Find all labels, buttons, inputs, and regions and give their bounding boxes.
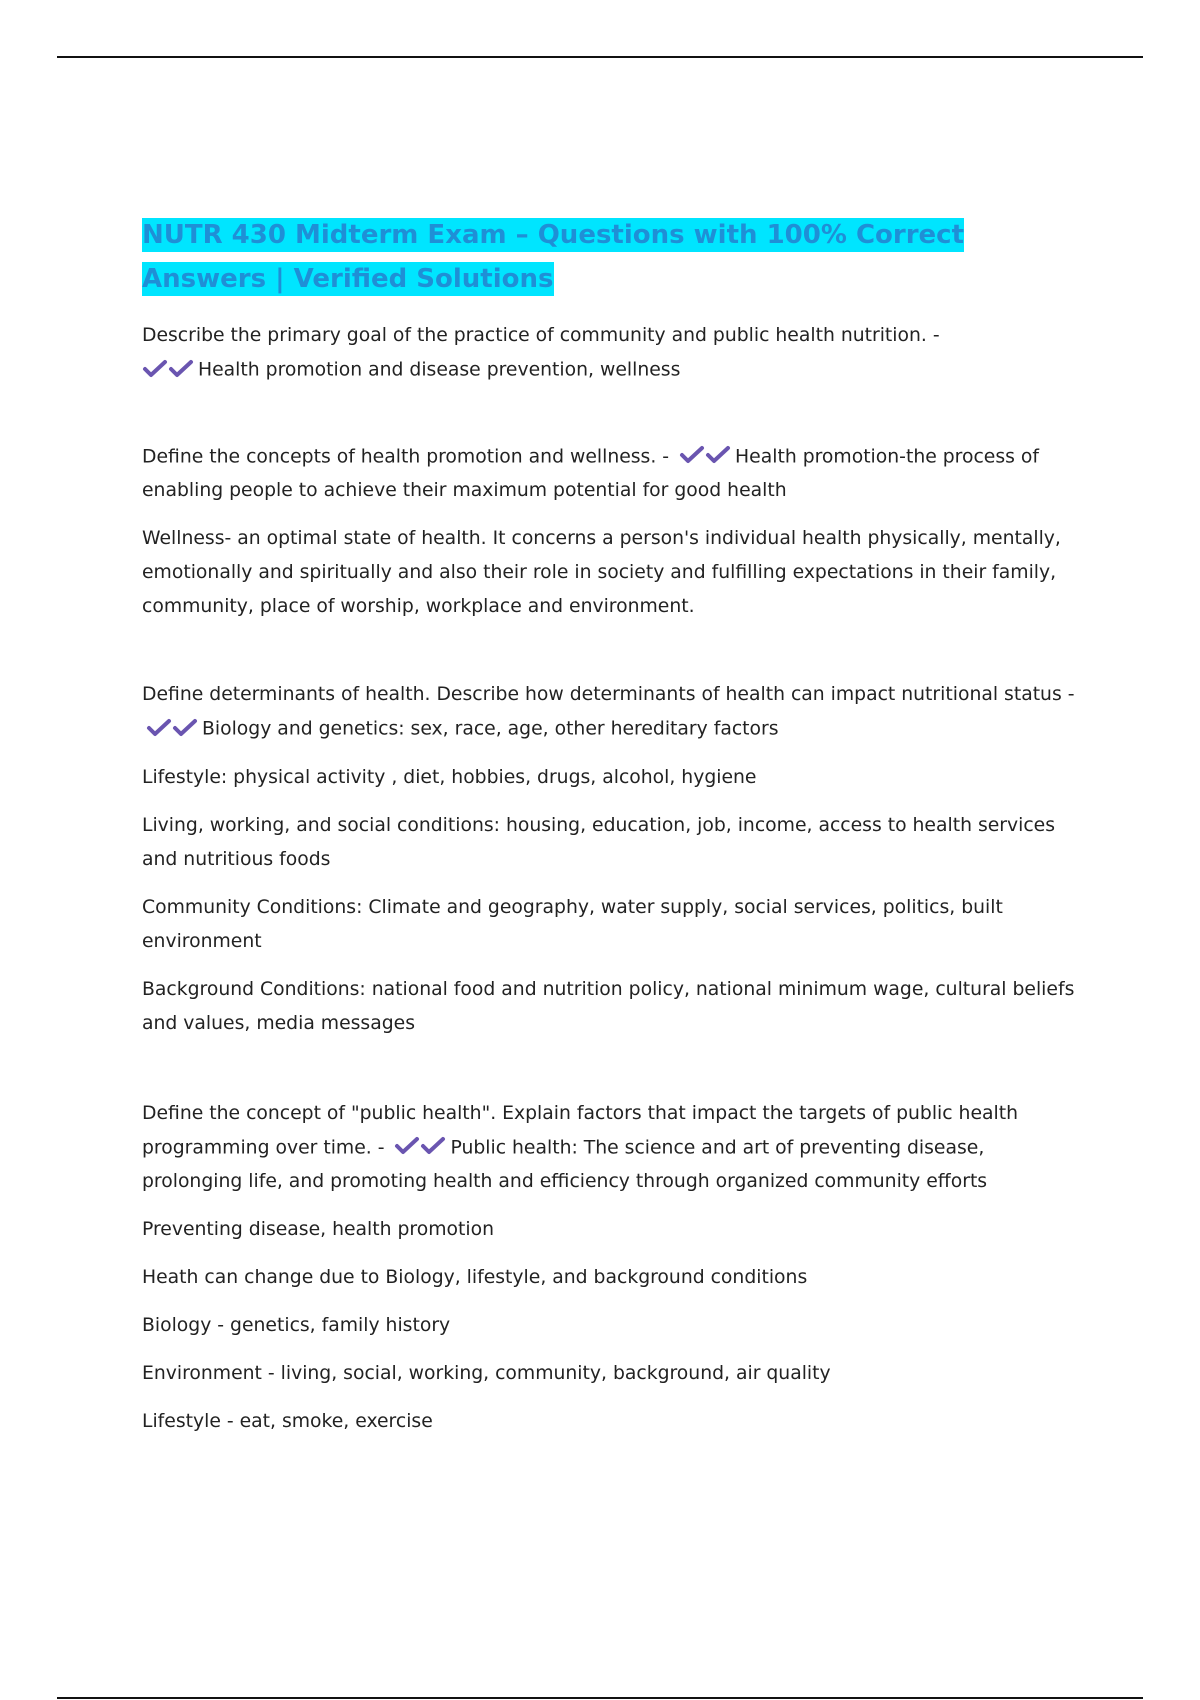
double-check-icons xyxy=(679,440,731,474)
check-icon xyxy=(679,444,705,464)
document-title-text: NUTR 430 Midterm Exam – Questions with 100% Correct Answers | Verified Solutions xyxy=(142,220,965,294)
answer-text: Public health: The science and art of preventing disease, prolonging life, and promoting health and efficiency through organized community efforts xyxy=(142,1137,988,1192)
check-icon xyxy=(142,358,168,378)
answer-continuation: Biology - genetics, family history xyxy=(142,1315,451,1336)
answer-continuation: Heath can change due to Biology, lifestyle, and background conditions xyxy=(142,1267,808,1288)
question-text: Define the concepts of health promotion and wellness. - xyxy=(142,446,670,467)
answer-continuation: Wellness- an optimal state of health. It concerns a person's individual health physically, mentally, emotionally and spiritually and also their role in society and fulfilling expectations in their family, community, place of worship, workplace and environment. xyxy=(142,528,1061,617)
check-icon xyxy=(420,1135,446,1155)
check-icon xyxy=(705,444,731,464)
answer-text: Health promotion-the process of enabling people to achieve their maximum potential for good health xyxy=(142,446,1039,501)
answer-continuation: Preventing disease, health promotion xyxy=(142,1219,494,1240)
qa-paragraph xyxy=(142,440,1082,509)
qa-item-4 xyxy=(142,1097,1082,1440)
answer-continuation: Lifestyle: physical activity , diet, hobbies, drugs, alcohol, hygiene xyxy=(142,766,757,788)
answer-continuation: Community Conditions: Climate and geography, water supply, social services, politics, built environment xyxy=(142,896,1003,952)
question-text: Describe the primary goal of the practice of community and public health nutrition. - xyxy=(142,325,940,346)
answer-text: Health promotion and disease prevention, wellness xyxy=(198,359,681,381)
check-icon xyxy=(172,717,198,737)
check-icon xyxy=(168,358,194,378)
qa-paragraph xyxy=(142,319,1082,388)
answer-text: Biology and genetics: sex, race, age, other hereditary factors xyxy=(202,718,779,740)
question-text: Define the concept of "public health". Explain factors that impact the targets of public health programming over time. - xyxy=(142,1102,1019,1158)
document-body xyxy=(142,213,1082,1453)
qa-item-2 xyxy=(142,440,1082,625)
answer-continuation: Background Conditions: national food and nutrition policy, national minimum wage, cultural beliefs and values, media messages xyxy=(142,978,1075,1034)
double-check-icons xyxy=(394,1131,446,1165)
bottom-rule xyxy=(57,1697,1143,1699)
check-icon xyxy=(146,717,172,737)
check-icon xyxy=(394,1135,420,1155)
answer-continuation: Environment - living, social, working, community, background, air quality xyxy=(142,1363,831,1384)
qa-item-1 xyxy=(142,319,1082,388)
top-rule xyxy=(57,56,1143,58)
document-title xyxy=(142,213,1022,301)
double-check-icons xyxy=(142,353,194,387)
answer-continuation: Living, working, and social conditions: housing, education, job, income, access to health services and nutritious foods xyxy=(142,814,1056,870)
question-text: Define determinants of health. Describe how determinants of health can impact nutritional status - xyxy=(142,684,1075,705)
double-check-icons xyxy=(146,712,198,746)
qa-item-3 xyxy=(142,678,1082,1041)
qa-paragraph xyxy=(142,1097,1082,1200)
answer-continuation: Lifestyle - eat, smoke, exercise xyxy=(142,1411,433,1432)
qa-paragraph xyxy=(142,678,1082,747)
